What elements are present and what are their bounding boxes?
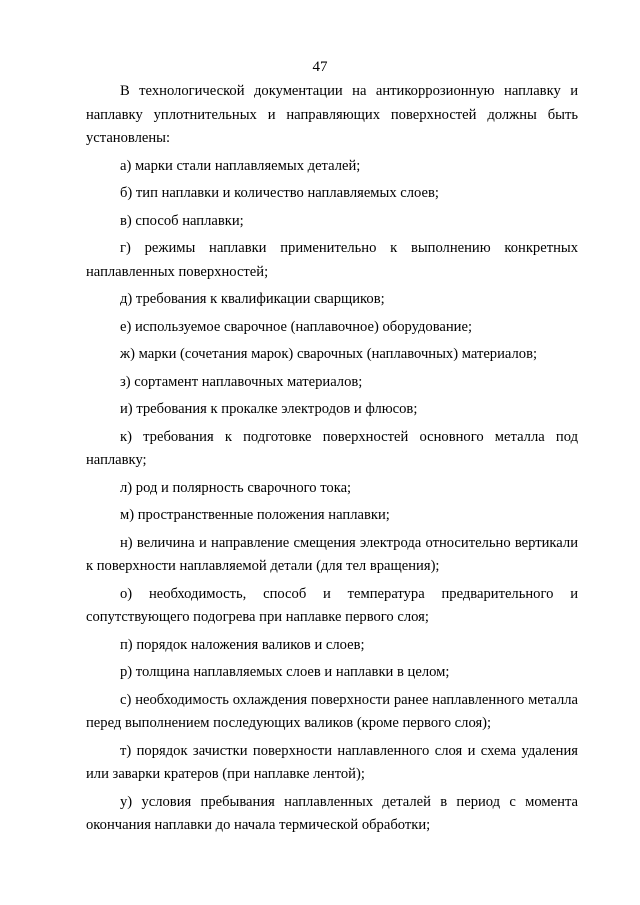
list-item: о) необходимость, способ и температура предварительного и сопутствующего подогрева при наплавке первого слоя; (86, 585, 578, 625)
list-item: ж) марки (сочетания марок) сварочных (наплавочных) материалов; (120, 346, 538, 362)
page-number: 47 (312, 59, 328, 75)
list-item: з) сортамент наплавочных материалов; (120, 373, 363, 390)
list-item: м) пространственные положения наплавки; (120, 507, 390, 523)
list-item: е) используемое сварочное (наплавочное) оборудование; (120, 318, 473, 335)
list-item: р) толщина наплавляемых слоев и наплавки в целом; (120, 664, 450, 680)
intro-paragraph: В технологической документации на антикоррозионную наплавку и наплавку уплотнительных и направляющих поверхностей должны быть установлены: (86, 83, 578, 146)
list-item: п) порядок наложения валиков и слоев; (120, 636, 365, 653)
list-item: к) требования к подготовке поверхностей основного металла под наплавку; (86, 428, 578, 468)
list-item: с) необходимость охлаждения поверхности ранее наплавленного металла перед выполнением последующих валиков (кроме первого слоя); (86, 691, 578, 731)
list-item: д) требования к квалификации сварщиков; (120, 291, 385, 307)
list-item: т) порядок зачистки поверхности наплавленного слоя и схема удаления или заварки кратеров (при наплавке лентой); (86, 742, 578, 782)
document-body (86, 80, 578, 842)
list-item: л) род и полярность сварочного тока; (120, 479, 352, 496)
list-item: и) требования к прокалке электродов и флюсов; (120, 401, 418, 417)
list-item: у) условия пребывания наплавленных деталей в период с момента окончания наплавки до начала термической обработки; (86, 793, 578, 833)
list-item: б) тип наплавки и количество наплавляемых слоев; (120, 185, 439, 201)
list-item: в) способ наплавки; (120, 212, 244, 229)
list-item: г) режимы наплавки применительно к выполнению конкретных наплавленных поверхностей; (86, 240, 578, 280)
list-item: н) величина и направление смещения электрода относительно вертикали к поверхности наплавляемой детали (для тел вращения); (86, 534, 578, 574)
list-item: а) марки стали наплавляемых деталей; (120, 157, 361, 174)
